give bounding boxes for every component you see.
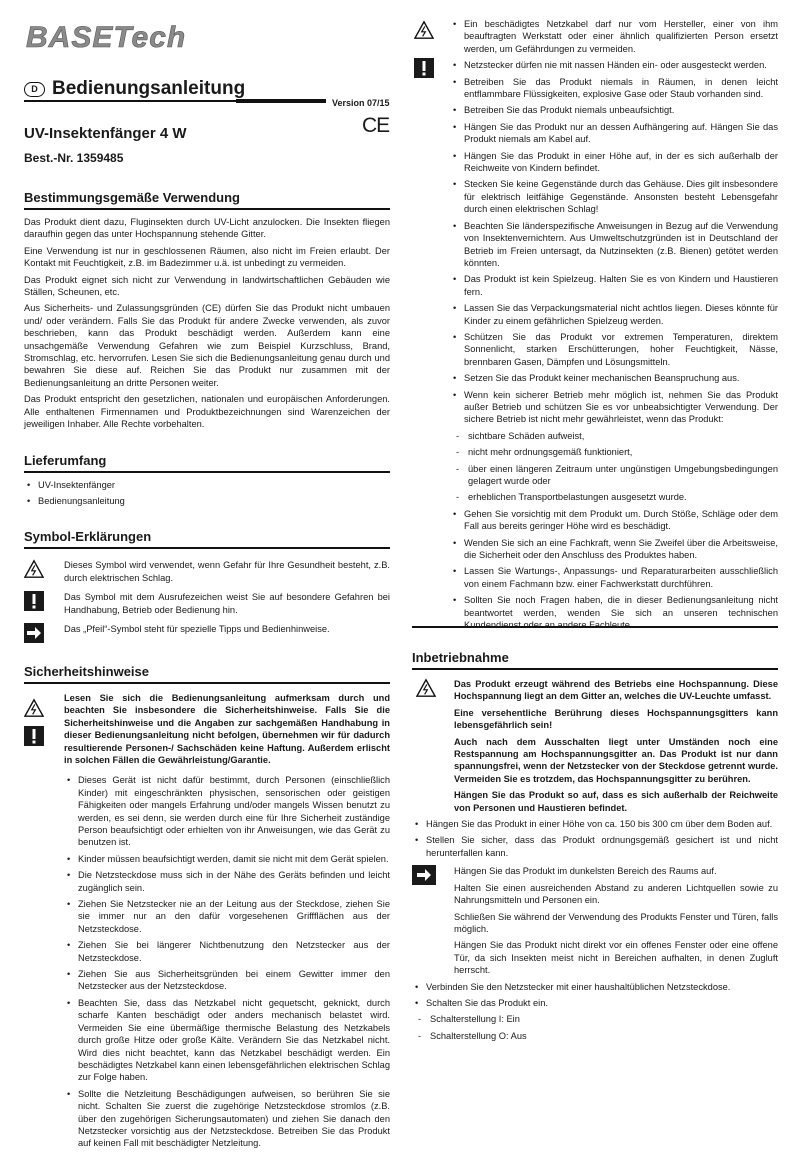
list-item: • Beachten Sie länderspezifische Anweisungen in Bezug auf die Verwendung von Insektenvernichtern. Aus Umweltschutzgründen ist in Deutschland der Betrieb im Freien untersagt, da Nutzinsekten (z.B. Bienen) getötet werden könnten. bbox=[450, 220, 778, 270]
safety-list-left bbox=[24, 774, 390, 1149]
exclamation-icon bbox=[414, 58, 434, 78]
list-item: • Betreiben Sie das Produkt niemals in Räumen, in denen leicht entflammbare Flüssigkeiten, explosive Gase oder Staub vorhanden sind. bbox=[450, 76, 778, 101]
symbol-row bbox=[24, 623, 390, 643]
tip-text: Hängen Sie das Produkt nicht direkt vor ein offenes Fenster oder eine offene Tür, da sich Insekten meist nicht in Bereichen aufhalten, in denen Zugluft herrscht. bbox=[454, 940, 778, 976]
intended-paragraph: Eine Verwendung ist nur in geschlossenen Räumen, also nicht im Freien erlaubt. Der Kontakt mit Feuchtigkeit, z.B. im Badezimmer u.ä. ist unbedingt zu vermeiden. bbox=[24, 245, 390, 269]
list-item: • Dieses Gerät ist nicht dafür bestimmt, durch Personen (einschließlich Kinder) mit eingeschränkten physischen, sensorischen oder geistigen Fähigkeiten oder mangels Erfahrung und/oder mangels Wissen benutzt zu werden, es sei denn, sie werden durch eine für Ihre Sicherheit zuständige Person beaufsichtigt oder erhielten von ihr Anweisungen, wie das Gerät zu benutzen ist. bbox=[64, 774, 390, 848]
commissioning-warning-icons bbox=[412, 678, 454, 818]
list-item: - nicht mehr ordnungsgemäß funktioniert, bbox=[450, 446, 778, 458]
intended-paragraph: Das Produkt entspricht den gesetzlichen, nationalen und europäischen Anforderungen. Alle enthaltenen Firmennamen und Produktbezeichnungen sind Warenzeichen der jeweiligen Inhaber. Alle Rechte vorbehalten. bbox=[24, 394, 390, 430]
list-item: - erheblichen Transportbelastungen ausgesetzt wurde. bbox=[450, 491, 778, 503]
list-item: • Ziehen Sie Netzstecker nie an der Leitung aus der Steckdose, ziehen Sie sie immer nur an den dafür vorgesehenen Griffflächen aus der Netzsteckdose. bbox=[64, 898, 390, 935]
lightning-warning-icon bbox=[24, 559, 44, 579]
warning-text: Eine versehentliche Berührung dieses Hochspannungsgitters kann lebensgefährlich sein! bbox=[454, 707, 778, 731]
exclamation-icon bbox=[24, 591, 44, 611]
safety-list-right bbox=[450, 18, 778, 426]
list-item: • Schützen Sie das Produkt vor extremen Temperaturen, direktem Sonnenlicht, starken Erschütterungen, hoher Feuchtigkeit, Nässe, brennbaren Gasen, Dämpfen und Lösungsmitteln. bbox=[450, 331, 778, 368]
list-item: • Beachten Sie, dass das Netzkabel nicht gequetscht, geknickt, durch scharfe Kanten beschädigt oder anders mechanisch belastet wird. Vermeiden Sie eine übermäßige thermische Belastung des Netzkabels durch große Hitze oder große Kälte. Verändern Sie das Netzkabel nicht. Wird dies nicht beachtet, kann das Netzkabel beschädigt werden. Ein beschädigtes Netzkabel kann einen lebensgefährlichen elektrischen Schlag zur Folge haben. bbox=[64, 997, 390, 1084]
symbol-row bbox=[24, 591, 390, 616]
intended-paragraph: Aus Sicherheits- und Zulassungsgründen (CE) dürfen Sie das Produkt nicht umbauen und/ oder verändern. Falls Sie das Produkt für andere Zwecke verwenden, als zuvor beschrieben, kann das Produkt beschädigt werden. Außerdem kann eine unsachgemäße Verwendung Gefahren wie zum Beispiel Kurzschluss, Brand, Stromschlag, etc. hervorrufen. Lesen Sie sich die Bedienungsanleitung genau durch und bewahren Sie diese auf. Reichen Sie das Produkt nur zusammen mit der Bedienungsanleitung an dritte Personen weiter. bbox=[24, 303, 390, 388]
arrow-right-icon bbox=[24, 623, 44, 643]
safety-sub-list bbox=[450, 430, 778, 504]
safety-list-right-2 bbox=[450, 508, 778, 632]
right-column bbox=[450, 18, 778, 635]
list-item: • Ein beschädigtes Netzkabel darf nur vom Hersteller, einer von ihm beauftragten Werkstatt oder einer ähnlich qualifizierten Person ersetzt werden, um Gefährdungen zu vermeiden. bbox=[450, 18, 778, 55]
warning-text: Auch nach dem Ausschalten liegt unter Umständen noch eine Restspannung am Hochspannungsgitter an. Das Produkt ist nur dann spannungsfrei, wenn der Netzstecker von der Steckdose getrennt wurde. Vermeiden Sie es trotzdem, das Hochspannungsgitter zu berühren. bbox=[454, 736, 778, 784]
safety-intro-icons bbox=[24, 692, 64, 770]
list-item: • Lassen Sie das Verpackungsmaterial nicht achtlos liegen. Dieses könnte für Kinder zu einem gefährlichen Spielzeug werden. bbox=[450, 302, 778, 327]
list-item: • Ziehen Sie bei längerer Nichtbenutzung den Netzstecker aus der Netzsteckdose. bbox=[64, 939, 390, 964]
lightning-warning-icon bbox=[24, 698, 44, 718]
list-item: • Kinder müssen beaufsichtigt werden, damit sie nicht mit dem Gerät spielen. bbox=[64, 853, 390, 865]
intended-paragraph: Das Produkt dient dazu, Fluginsekten durch UV-Licht anzulocken. Die Insekten fliegen daraufhin gegen das unter Hochspannung stehende Gitter. bbox=[24, 217, 390, 240]
order-number: Best.-Nr. 1359485 bbox=[24, 151, 124, 165]
doc-title: Bedienungsanleitung bbox=[52, 78, 246, 99]
list-item: • Die Netzsteckdose muss sich in der Nähe des Geräts befinden und leicht zugänglich sein. bbox=[64, 869, 390, 894]
commissioning-tips-icons bbox=[412, 865, 454, 980]
list-item: - über einen längeren Zeitraum unter ungünstigen Umgebungsbedingungen gelagert wurde oder bbox=[450, 463, 778, 488]
warning-text: Hängen Sie das Produkt so auf, dass es sich außerhalb der Reichweite von Personen und Haustieren befindet. bbox=[454, 790, 778, 813]
commissioning-section bbox=[412, 650, 778, 1046]
lang-badge-label: D bbox=[31, 84, 38, 94]
commissioning-warning-texts bbox=[454, 678, 778, 818]
warning-text: Das Produkt erzeugt während des Betriebs eine Hochspannung. Diese Hochspannung liegt an dem Gitter an, welches die UV-Leuchte umfasst. bbox=[454, 679, 778, 702]
exclamation-icon bbox=[24, 726, 44, 746]
list-item: • Wenn kein sicherer Betrieb mehr möglich ist, nehmen Sie das Produkt außer Betrieb und schützen Sie es vor unbeabsichtigter Verwendung. Der sichere Betrieb ist nicht mehr gewährleistet, wenn das Produkt: bbox=[450, 389, 778, 426]
list-item: • Ziehen Sie aus Sicherheitsgründen bei einem Gewitter immer den Netzstecker aus der Netzsteckdose. bbox=[64, 968, 390, 993]
list-item: • UV-Insektenfänger bbox=[24, 479, 390, 491]
lightning-warning-icon bbox=[416, 678, 436, 698]
heading-safety: Sicherheitshinweise bbox=[24, 664, 390, 684]
title-rule-end bbox=[236, 99, 326, 103]
heading-delivery: Lieferumfang bbox=[24, 453, 390, 473]
commissioning-tips bbox=[412, 865, 778, 980]
symbol-text: Das Symbol mit dem Ausrufezeichen weist Sie auf besondere Gefahren bei Handhabung, Betrieb oder Bedienung hin. bbox=[64, 592, 390, 615]
commissioning-warning bbox=[412, 678, 778, 818]
list-item: - Schalterstellung O: Aus bbox=[412, 1030, 778, 1042]
tip-text: Schließen Sie während der Verwendung des Produkts Fenster und Türen, falls möglich. bbox=[454, 911, 778, 934]
brand-logo bbox=[24, 22, 264, 52]
product-name: UV-Insektenfänger 4 W bbox=[24, 125, 187, 142]
list-item: • Gehen Sie vorsichtig mit dem Produkt um. Durch Stöße, Schläge oder dem Fall aus bereits geringer Höhe wird es beschädigt. bbox=[450, 508, 778, 533]
list-item: - Schalterstellung I: Ein bbox=[412, 1013, 778, 1025]
right-column-icons bbox=[414, 20, 442, 78]
list-item: • Betreiben Sie das Produkt niemals unbeaufsichtigt. bbox=[450, 104, 778, 116]
list-item: • Setzen Sie das Produkt keiner mechanischen Beanspruchung aus. bbox=[450, 372, 778, 384]
list-item: • Wenden Sie sich an eine Fachkraft, wenn Sie Zweifel über die Arbeitsweise, die Sicherheit oder den Anschluss des Produktes haben. bbox=[450, 537, 778, 562]
heading-intended-use: Bestimmungsgemäße Verwendung bbox=[24, 190, 390, 210]
list-item: • Das Produkt ist kein Spielzeug. Halten Sie es von Kindern und Haustieren fern. bbox=[450, 273, 778, 298]
commissioning-list-2 bbox=[412, 981, 778, 1010]
safety-intro-text: Lesen Sie sich die Bedienungsanleitung aufmerksam durch und beachten Sie insbesondere die Sicherheitshinweise. Falls Sie die Sicherheitshinweise und die Angaben zur sachgemäßen Handhabung in dieser Bedienungsanleitung nicht befolgen, übernehmen wir für dadurch resultierende Personen-/ Sachschäden keine Haftung. Außerdem erlischt in solchen Fällen die Gewährleistung/Garantie. bbox=[64, 692, 390, 765]
list-item: • Schalten Sie das Produkt ein. bbox=[412, 997, 778, 1009]
list-item: • Sollte die Netzleitung Beschädigungen aufweisen, so berühren Sie sie nicht. Schalten Sie zuerst die zugehörige Netzsteckdose stromlos (z.B. über den zugehörigen Sicherungsautomaten) und ziehen Sie danach den Netzstecker vorsichtig aus der Netzsteckdose. Betreiben Sie das Produkt auf keinen Fall mit beschädigter Netzleitung. bbox=[64, 1088, 390, 1150]
list-item: • Netzstecker dürfen nie mit nassen Händen ein- oder ausgesteckt werden. bbox=[450, 59, 778, 71]
list-item: • Hängen Sie das Produkt in einer Höhe von ca. 150 bis 300 cm über dem Boden auf. bbox=[412, 818, 778, 830]
list-item: • Bedienungsanleitung bbox=[24, 495, 390, 507]
switch-list bbox=[412, 1013, 778, 1042]
safety-intro bbox=[24, 692, 390, 770]
list-item: • Verbinden Sie den Netzstecker mit einer haushaltüblichen Netzsteckdose. bbox=[412, 981, 778, 993]
list-item: - sichtbare Schäden aufweist, bbox=[450, 430, 778, 442]
intended-paragraph: Das Produkt eignet sich nicht zur Verwendung in landwirtschaftlichen Gebäuden wie Ställen, Scheunen, etc. bbox=[24, 274, 390, 298]
list-item: • Stellen Sie sicher, dass das Produkt ordnungsgemäß gesichert ist und nicht herunterfallen kann. bbox=[412, 834, 778, 859]
symbol-text: Dieses Symbol wird verwendet, wenn Gefahr für Ihre Gesundheit besteht, z.B. durch elektrischen Schlag. bbox=[64, 560, 390, 583]
list-item: • Stecken Sie keine Gegenstände durch das Gehäuse. Dies gilt insbesondere für elektrisch leitfähige Gegenstände. Ansonsten besteht Lebensgefahr durch einen elektrischen Schlag! bbox=[450, 178, 778, 215]
commissioning-tips-texts bbox=[454, 865, 778, 980]
lang-badge bbox=[24, 82, 45, 97]
version-label: Version 07/15 bbox=[332, 98, 390, 108]
list-item: • Lassen Sie Wartungs-, Anpassungs- und Reparaturarbeiten ausschließlich von einem Fachmann bzw. einer Fachwerkstatt durchführen. bbox=[450, 565, 778, 590]
left-column bbox=[24, 190, 390, 1154]
lightning-warning-icon bbox=[414, 20, 434, 40]
brand-logo-text: BASETech bbox=[26, 22, 187, 52]
heading-commissioning: Inbetriebnahme bbox=[412, 650, 778, 670]
arrow-right-icon bbox=[412, 865, 436, 885]
symbol-row bbox=[24, 559, 390, 584]
list-item: • Hängen Sie das Produkt nur an dessen Aufhängering auf. Hängen Sie das Produkt niemals am Kabel auf. bbox=[450, 121, 778, 146]
delivery-list bbox=[24, 479, 390, 508]
symbol-text: Das „Pfeil“-Symbol steht für spezielle Tipps und Bedienhinweise. bbox=[64, 623, 330, 634]
ce-mark: CE bbox=[362, 114, 390, 137]
commissioning-list-1 bbox=[412, 818, 778, 859]
tip-text: Halten Sie einen ausreichenden Abstand zu anderen Lichtquellen sowie zu Nahrungsmitteln und Personen ein. bbox=[454, 882, 778, 906]
tip-text: Hängen Sie das Produkt im dunkelsten Bereich des Raums auf. bbox=[454, 866, 717, 877]
heading-symbols: Symbol-Erklärungen bbox=[24, 529, 390, 549]
list-item: • Hängen Sie das Produkt in einer Höhe auf, in der es sich außerhalb der Reichweite von Kindern befindet. bbox=[450, 150, 778, 175]
list-item: • Sollten Sie noch Fragen haben, die in dieser Bedienungsanleitung nicht beantwortet werden, wenden Sie sich an unseren technischen Kundendienst oder an andere Fachleute. bbox=[450, 594, 778, 631]
